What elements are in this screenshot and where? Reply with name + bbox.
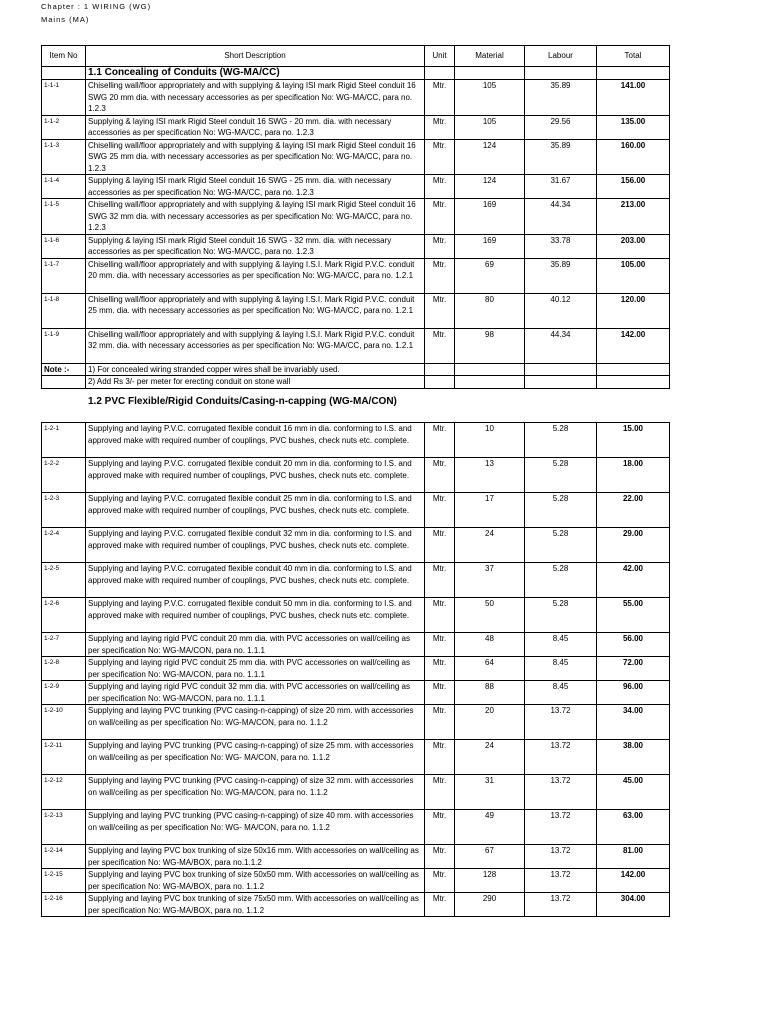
- description-cell: Supplying and laying PVC box trunking of size 50x50 mm. With accessories on wall/ceiling as per specification No: WG-MA/BOX, para no. 1.1.2: [86, 869, 425, 893]
- unit-cell: Mtr.: [425, 293, 455, 328]
- col-item-no: Item No: [42, 46, 86, 67]
- table-row: [42, 139, 670, 175]
- description-cell: Supplying and laying PVC box trunking of size 50x16 mm. With accessories on wall/ceiling as per specification No: WG-MA/BOX, para no.1.1.2: [86, 845, 425, 869]
- labour-cell: 5.28: [525, 493, 597, 528]
- total-cell: 120.00: [597, 293, 670, 328]
- table-row: [42, 199, 670, 235]
- description-cell: Supplying and laying P.V.C. corrugated flexible conduit 32 mm in dia. conforming to I.S. and approved make with required number of couplings, PVC bushes, check nuts etc. complete.: [86, 528, 425, 563]
- item-no-cell: 1-1-7: [42, 258, 86, 293]
- total-cell: 56.00: [597, 633, 670, 657]
- unit-cell: Mtr.: [425, 705, 455, 740]
- labour-cell: 31.67: [525, 175, 597, 199]
- labour-cell: 13.72: [525, 845, 597, 869]
- description-cell: Supplying and laying P.V.C. corrugated flexible conduit 40 mm in dia. conforming to I.S. and approved make with required number of couplings, PVC bushes, check nuts etc. complete.: [86, 563, 425, 598]
- total-cell: 156.00: [597, 175, 670, 199]
- description-cell: Supplying and laying P.V.C. corrugated flexible conduit 25 mm in dia. conforming to I.S. and approved make with required number of couplings, PVC bushes, check nuts etc. complete.: [86, 493, 425, 528]
- labour-cell: 13.72: [525, 775, 597, 810]
- material-cell: 98: [455, 328, 525, 363]
- description-cell: Supplying and laying P.V.C. corrugated flexible conduit 16 mm in dia. conforming to I.S. and approved make with required number of couplings, PVC bushes, check nuts etc. complete.: [86, 423, 425, 458]
- labour-cell: 29.56: [525, 115, 597, 139]
- note-text: 1) For concealed wiring stranded copper wires shall be invariably used.: [86, 363, 425, 376]
- unit-cell: Mtr.: [425, 740, 455, 775]
- description-cell: Supplying and laying PVC box trunking of size 75x50 mm. With accessories on wall/ceiling as per specification No: WG-MA/BOX, para no. 1.1.2: [86, 893, 425, 917]
- item-no-cell: 1-1-1: [42, 80, 86, 116]
- unit-cell: Mtr.: [425, 869, 455, 893]
- labour-cell: 13.72: [525, 893, 597, 917]
- chapter-header: Chapter : 1 WIRING (WG): [41, 2, 152, 11]
- total-cell: 142.00: [597, 328, 670, 363]
- labour-cell: 40.12: [525, 293, 597, 328]
- material-cell: 105: [455, 80, 525, 116]
- labour-cell: 5.28: [525, 598, 597, 633]
- unit-cell: Mtr.: [425, 598, 455, 633]
- description-cell: Supplying & laying ISI mark Rigid Steel conduit 16 SWG - 32 mm. dia. with necessary accessories as per specification No: WG-MA/CC, para no. 1.2.3: [86, 234, 425, 258]
- rates-table-1: [41, 45, 670, 389]
- total-cell: 72.00: [597, 657, 670, 681]
- item-no-cell: 1-2-7: [42, 633, 86, 657]
- item-no-cell: 1-2-10: [42, 705, 86, 740]
- section1-title: 1.1 Concealing of Conduits (WG-MA/CC): [86, 67, 425, 80]
- material-cell: 67: [455, 845, 525, 869]
- unit-cell: Mtr.: [425, 893, 455, 917]
- labour-cell: 8.45: [525, 657, 597, 681]
- material-cell: 169: [455, 234, 525, 258]
- item-no-cell: 1-2-4: [42, 528, 86, 563]
- labour-cell: 5.28: [525, 528, 597, 563]
- material-cell: 20: [455, 705, 525, 740]
- unit-cell: Mtr.: [425, 810, 455, 845]
- item-no-cell: 1-1-4: [42, 175, 86, 199]
- item-no-cell: 1-1-6: [42, 234, 86, 258]
- table-row: [42, 893, 670, 917]
- description-cell: Chiselling wall/floor appropriately and with supplying & laying I.S.I. Mark Rigid P.V.C. conduit 25 mm. dia. with necessary accessories as per specification No: WG-MA/CC, para no. 1.2.1: [86, 293, 425, 328]
- labour-cell: 35.89: [525, 80, 597, 116]
- material-cell: 10: [455, 423, 525, 458]
- unit-cell: Mtr.: [425, 845, 455, 869]
- description-cell: Supplying & laying ISI mark Rigid Steel conduit 16 SWG - 20 mm. dia. with necessary accessories as per specification No: WG-MA/CC, para no. 1.2.3: [86, 115, 425, 139]
- total-cell: 34.00: [597, 705, 670, 740]
- section-header: Mains (MA): [41, 15, 90, 24]
- table-row: [42, 493, 670, 528]
- description-cell: Supplying and laying rigid PVC conduit 25 mm dia. with PVC accessories on wall/ceiling as per specification No: WG-MA/CON, para no. 1.1.1: [86, 657, 425, 681]
- total-cell: 105.00: [597, 258, 670, 293]
- rates-table-2: [41, 422, 670, 917]
- table-row: [42, 115, 670, 139]
- material-cell: 37: [455, 563, 525, 598]
- material-cell: 17: [455, 493, 525, 528]
- item-no-cell: 1-2-2: [42, 458, 86, 493]
- table-row: [42, 845, 670, 869]
- description-cell: Supplying & laying ISI mark Rigid Steel conduit 16 SWG - 25 mm. dia. with necessary accessories as per specification No: WG-MA/CC, para no. 1.2.3: [86, 175, 425, 199]
- unit-cell: Mtr.: [425, 633, 455, 657]
- item-no-cell: 1-2-11: [42, 740, 86, 775]
- table-row: [42, 681, 670, 705]
- table-row: [42, 458, 670, 493]
- description-cell: Chiselling wall/floor appropriately and with supplying & laying I.S.I. Mark Rigid P.V.C. conduit 20 mm. dia. with necessary accessories as per specification No: WG-MA/CC, para no. 1.2.1: [86, 258, 425, 293]
- item-no-cell: 1-2-1: [42, 423, 86, 458]
- unit-cell: Mtr.: [425, 199, 455, 235]
- section-title-row: [42, 67, 670, 80]
- unit-cell: Mtr.: [425, 528, 455, 563]
- table-row: [42, 705, 670, 740]
- material-cell: 128: [455, 869, 525, 893]
- description-cell: Supplying and laying P.V.C. corrugated flexible conduit 50 mm in dia. conforming to I.S. and approved make with required number of couplings, PVC bushes, check nuts etc. complete.: [86, 598, 425, 633]
- description-cell: Supplying and laying rigid PVC conduit 20 mm dia. with PVC accessories on wall/ceiling as per specification No: WG-MA/CON, para no. 1.1.1: [86, 633, 425, 657]
- total-cell: 22.00: [597, 493, 670, 528]
- description-cell: Supplying and laying P.V.C. corrugated flexible conduit 20 mm in dia. conforming to I.S. and approved make with required number of couplings, PVC bushes, check nuts etc. complete.: [86, 458, 425, 493]
- description-cell: Supplying and laying PVC trunking (PVC casing-n-capping) of size 32 mm. with accessories on wall/ceiling as per specification No: WG-MA/CON, para no. 1.1.2: [86, 775, 425, 810]
- material-cell: 24: [455, 740, 525, 775]
- labour-cell: 5.28: [525, 423, 597, 458]
- material-cell: 124: [455, 175, 525, 199]
- total-cell: 29.00: [597, 528, 670, 563]
- unit-cell: Mtr.: [425, 423, 455, 458]
- table-row: [42, 633, 670, 657]
- total-cell: 141.00: [597, 80, 670, 116]
- description-cell: Chiselling wall/floor appropriately and with supplying & laying ISI mark Rigid Steel conduit 16 SWG 20 mm dia. with necessary accessories as per specification No: WG-MA/CC, para no. 1.2.3: [86, 80, 425, 116]
- item-no-cell: 1-2-5: [42, 563, 86, 598]
- material-cell: 24: [455, 528, 525, 563]
- unit-cell: Mtr.: [425, 234, 455, 258]
- labour-cell: 13.72: [525, 810, 597, 845]
- col-total: Total: [597, 46, 670, 67]
- unit-cell: Mtr.: [425, 258, 455, 293]
- note-label: Note :-: [42, 363, 86, 376]
- material-cell: 50: [455, 598, 525, 633]
- total-cell: 203.00: [597, 234, 670, 258]
- col-material: Material: [455, 46, 525, 67]
- material-cell: 290: [455, 893, 525, 917]
- labour-cell: 33.78: [525, 234, 597, 258]
- description-cell: Supplying and laying PVC trunking (PVC casing-n-capping) of size 20 mm. with accessories on wall/ceiling as per specification No: WG-MA/CON, para no. 1.1.2: [86, 705, 425, 740]
- unit-cell: Mtr.: [425, 458, 455, 493]
- total-cell: 213.00: [597, 199, 670, 235]
- table-row: [42, 234, 670, 258]
- labour-cell: 13.72: [525, 869, 597, 893]
- unit-cell: Mtr.: [425, 493, 455, 528]
- table-header-row: [42, 46, 670, 67]
- item-no-cell: 1-1-8: [42, 293, 86, 328]
- material-cell: 48: [455, 633, 525, 657]
- table-row: [42, 598, 670, 633]
- total-cell: 160.00: [597, 139, 670, 175]
- table-row: [42, 657, 670, 681]
- unit-cell: Mtr.: [425, 328, 455, 363]
- unit-cell: Mtr.: [425, 139, 455, 175]
- total-cell: 15.00: [597, 423, 670, 458]
- total-cell: 18.00: [597, 458, 670, 493]
- material-cell: 105: [455, 115, 525, 139]
- labour-cell: 13.72: [525, 740, 597, 775]
- item-no-cell: 1-1-5: [42, 199, 86, 235]
- total-cell: 142.00: [597, 869, 670, 893]
- description-cell: Chiselling wall/floor appropriately and with supplying & laying ISI mark Rigid Steel conduit 16 SWG 32 mm dia. with necessary accessories as per specification No: WG-MA/CC, para no. 1.2.3: [86, 199, 425, 235]
- total-cell: 81.00: [597, 845, 670, 869]
- item-no-cell: 1-1-3: [42, 139, 86, 175]
- material-cell: 31: [455, 775, 525, 810]
- total-cell: 45.00: [597, 775, 670, 810]
- item-no-cell: 1-2-15: [42, 869, 86, 893]
- item-no-cell: 1-2-14: [42, 845, 86, 869]
- labour-cell: 35.89: [525, 258, 597, 293]
- table-row: [42, 775, 670, 810]
- labour-cell: 8.45: [525, 681, 597, 705]
- total-cell: 304.00: [597, 893, 670, 917]
- col-unit: Unit: [425, 46, 455, 67]
- table-row: [42, 258, 670, 293]
- table-row: [42, 80, 670, 116]
- labour-cell: 44.34: [525, 199, 597, 235]
- labour-cell: 5.28: [525, 458, 597, 493]
- col-description: Short Description: [86, 46, 425, 67]
- labour-cell: 35.89: [525, 139, 597, 175]
- table-row: [42, 328, 670, 363]
- unit-cell: Mtr.: [425, 775, 455, 810]
- unit-cell: Mtr.: [425, 175, 455, 199]
- table-row: [42, 740, 670, 775]
- material-cell: 49: [455, 810, 525, 845]
- note-row: [42, 376, 670, 389]
- item-no-cell: 1-2-3: [42, 493, 86, 528]
- labour-cell: 44.34: [525, 328, 597, 363]
- item-no-cell: 1-2-9: [42, 681, 86, 705]
- description-cell: Supplying and laying PVC trunking (PVC casing-n-capping) of size 40 mm. with accessories on wall/ceiling as per specification No: WG- MA/CON, para no. 1.1.2: [86, 810, 425, 845]
- total-cell: 135.00: [597, 115, 670, 139]
- unit-cell: Mtr.: [425, 681, 455, 705]
- total-cell: 63.00: [597, 810, 670, 845]
- description-cell: Supplying and laying rigid PVC conduit 32 mm dia. with PVC accessories on wall/ceiling as per specification No: WG-MA/CON, para no. 1.1.1: [86, 681, 425, 705]
- item-no-cell: 1-1-9: [42, 328, 86, 363]
- labour-cell: 13.72: [525, 705, 597, 740]
- material-cell: 169: [455, 199, 525, 235]
- table-row: [42, 810, 670, 845]
- col-labour: Labour: [525, 46, 597, 67]
- table-row: [42, 528, 670, 563]
- item-no-cell: 1-2-6: [42, 598, 86, 633]
- table-row: [42, 175, 670, 199]
- description-cell: Chiselling wall/floor appropriately and with supplying & laying ISI mark Rigid Steel conduit 16 SWG 25 mm dia. with necessary accessories as per specification No: WG-MA/CC, para no. 1.2.3: [86, 139, 425, 175]
- table-row: [42, 563, 670, 598]
- note-row: [42, 363, 670, 376]
- total-cell: 55.00: [597, 598, 670, 633]
- material-cell: 124: [455, 139, 525, 175]
- description-cell: Chiselling wall/floor appropriately and with supplying & laying I.S.I. Mark Rigid P.V.C. conduit 32 mm. dia. with necessary accessories as per specification No: WG-MA/CC, para no. 1.2.1: [86, 328, 425, 363]
- table-row: [42, 423, 670, 458]
- unit-cell: Mtr.: [425, 657, 455, 681]
- material-cell: 64: [455, 657, 525, 681]
- unit-cell: Mtr.: [425, 80, 455, 116]
- table-row: [42, 869, 670, 893]
- labour-cell: 8.45: [525, 633, 597, 657]
- material-cell: 88: [455, 681, 525, 705]
- total-cell: 38.00: [597, 740, 670, 775]
- unit-cell: Mtr.: [425, 563, 455, 598]
- unit-cell: Mtr.: [425, 115, 455, 139]
- item-no-cell: 1-1-2: [42, 115, 86, 139]
- total-cell: 96.00: [597, 681, 670, 705]
- item-no-cell: 1-2-16: [42, 893, 86, 917]
- section2-title: 1.2 PVC Flexible/Rigid Conduits/Casing-n-capping (WG-MA/CON): [88, 396, 397, 407]
- description-cell: Supplying and laying PVC trunking (PVC casing-n-capping) of size 25 mm. with accessories on wall/ceiling as per specification No: WG- MA/CON, para no. 1.1.2: [86, 740, 425, 775]
- total-cell: 42.00: [597, 563, 670, 598]
- item-no-cell: 1-2-8: [42, 657, 86, 681]
- material-cell: 69: [455, 258, 525, 293]
- material-cell: 80: [455, 293, 525, 328]
- labour-cell: 5.28: [525, 563, 597, 598]
- table-row: [42, 293, 670, 328]
- item-no-cell: 1-2-12: [42, 775, 86, 810]
- material-cell: 13: [455, 458, 525, 493]
- item-no-cell: 1-2-13: [42, 810, 86, 845]
- note-text: 2) Add Rs 3/- per meter for erecting conduit on stone wall: [86, 376, 425, 389]
